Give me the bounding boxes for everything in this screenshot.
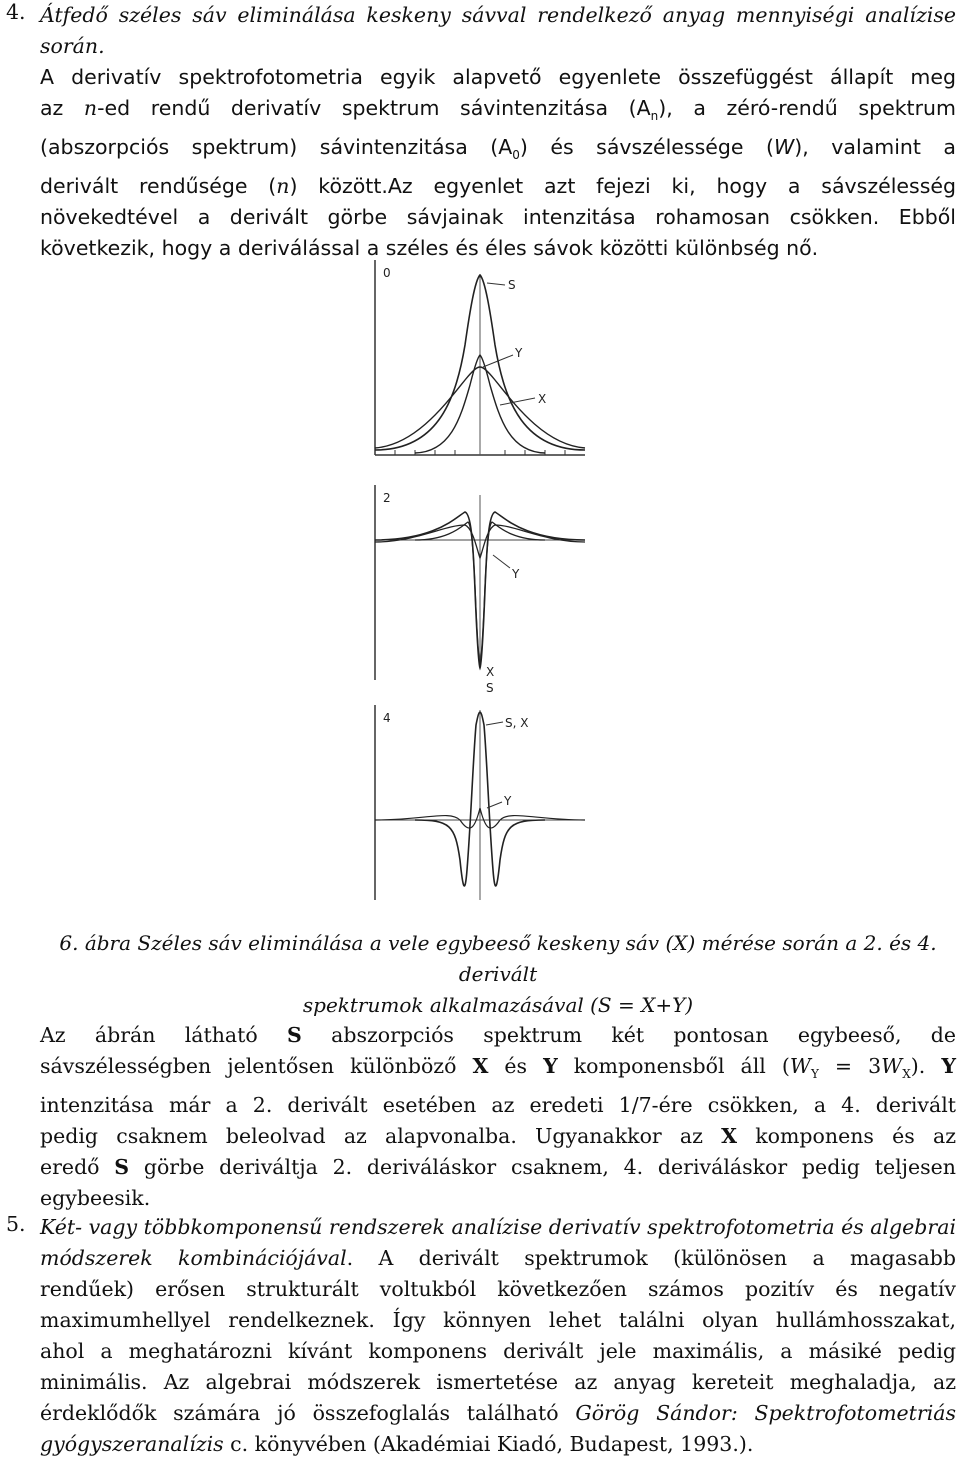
figure-discussion-paragraph: Az ábrán látható S abszorpciós spektrum két pontosan egybeeső, de sávszélességben jelentősen különböző X és Y komponensből áll $(W_Y = 3W_X)$. Y intenzitása már a 2. derivált esetében az eredeti 1/7-ére csökken, a 4. derivált pedig csaknem beleolvad az alapvonalba. Ugyanakkor az X komponens és az eredő S görbe deriváltja 2. deriváláskor csaknem, 4. deriváláskor pedig teljesen egybeesik. [40,1023,957,1211]
panel-0-label-Y: Y [515,346,523,360]
panel-0-label: 0 [383,266,391,280]
panel-2-label-Y: Y [512,567,520,581]
panel-2-label: 2 [383,491,391,505]
section-5-number: 5. [6,1212,26,1236]
section-4-line: következik, hogy a deriválással a széles és éles sávok közötti különbség nő. [40,236,819,261]
figure-caption [40,928,956,1021]
panel-4 [375,705,585,900]
section-4-number: 4. [6,0,26,24]
section-4-line: növekedtével a derivált görbe sávjainak intenzitása rohamosan csökken. Ebből [40,205,956,230]
panel-0-label-S: S [508,278,516,292]
section-4-line: A derivatív spektrofotometria egyik alapvető egyenlete összefüggést állapít meg [40,65,956,89]
panel-2-label-X: X [486,665,495,679]
derivative-spectra-figure [355,255,605,905]
panel-4-label-SX: S, X [505,716,529,730]
section-4-line: (abszorpciós spektrum) sávintenzitása $(A_0)$ és sávszélessége (W), valamint a [40,135,956,163]
panel-4-label-Y: Y [504,794,512,808]
panel-0 [375,260,585,455]
section-4-text [40,0,956,264]
figure-caption-line: spektrumok alkalmazásával (S = X+Y) [302,993,694,1017]
section-4-line: az n-ed rendű derivatív spektrum sávintenzitása $(A_n)$, a zéró-rendű spektrum [40,96,956,124]
section-5-title: Két- vagy többkomponensű rendszerek analízise derivatív spektrofotometria és algebrai [40,1215,956,1239]
panel-0-label-X: X [538,392,547,406]
section-4-title: Átfedő széles sáv eliminálása keskeny sávval rendelkező anyag mennyiségi analízise során. [40,3,956,58]
panel-2 [375,485,585,695]
section-4-line: derivált rendűsége (n) között.Az egyenlet azt fejezi ki, hogy a sávszélesség [40,174,957,199]
figure-caption-line: 6. ábra Széles sáv eliminálása a vele egybeeső keskeny sáv (X) mérése során a 2. és 4. derivált [59,931,937,986]
panel-2-label-S: S [486,681,494,695]
section-5-text: Két- vagy többkomponensű rendszerek analízise derivatív spektrofotometria és algebrai módszerek kombinációjával. A derivált spektrumok (különösen a magasabb rendűek) erősen strukturált voltukból következően számos pozitív és negatív maximumhellyel rendelkeznek. Így könnyen lehet találni olyan hullámhosszakat, ahol a meghatározni kívánt komponens derivált jele maximális, a másiké pedig minimális. Az algebrai módszerek ismertetése az anyag kereteit meghaladja, az érdeklődők számára jó összefoglalás található Görög Sándor: Spektrofotometriás gyógyszeranalízis c. könyvében (Akadémiai Kiadó, Budapest, 1993.). [40,1212,956,1460]
panel-4-label: 4 [383,711,391,725]
